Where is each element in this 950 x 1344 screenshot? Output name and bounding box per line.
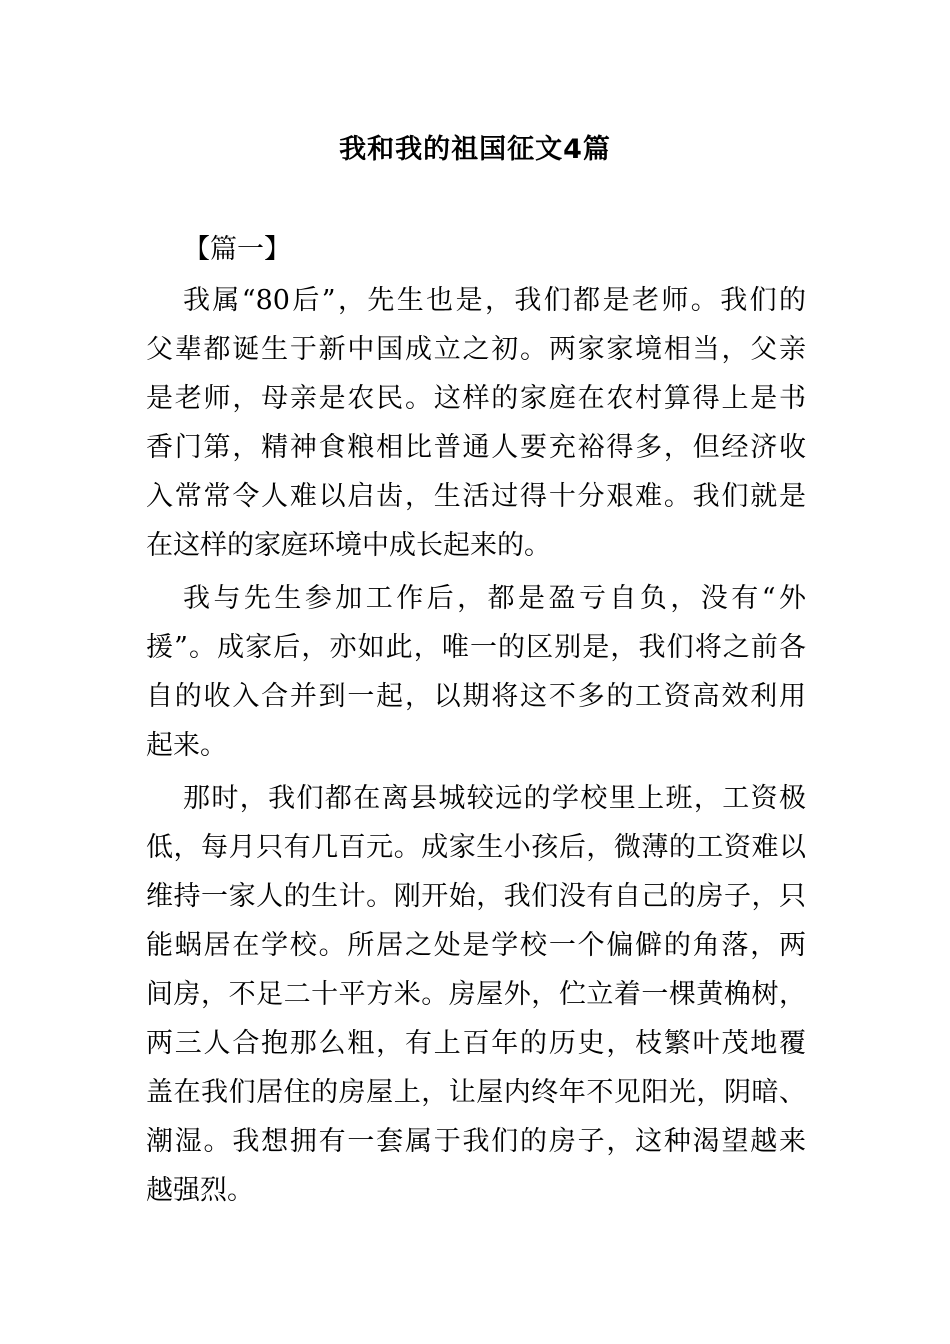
paragraph-line: 父辈都诞生于新中国成立之初。两家家境相当，父亲 bbox=[146, 334, 806, 365]
paragraph-line: 间房，不足二十平方米。房屋外，伫立着一棵黄桷树， bbox=[146, 979, 806, 1010]
paragraph-line: 那时，我们都在离县城较远的学校里上班，工资极 bbox=[183, 783, 806, 814]
paragraph-line: 是老师，母亲是农民。这样的家庭在农村算得上是书 bbox=[146, 383, 806, 414]
paragraph-line: 我属“80后”，先生也是，我们都是老师。我们的 bbox=[183, 285, 806, 316]
paragraph-line: 盖在我们居住的房屋上，让屋内终年不见阳光，阴暗、 bbox=[146, 1077, 806, 1108]
paragraph-line: 自的收入合并到一起，以期将这不多的工资高效利用 bbox=[146, 681, 806, 712]
paragraph-line: 潮湿。我想拥有一套属于我们的房子，这种渴望越来 bbox=[146, 1126, 806, 1157]
document-title: 我和我的祖国征文4篇 bbox=[339, 134, 611, 165]
paragraph-line: 两三人合抱那么粗，有上百年的历史，枝繁叶茂地覆 bbox=[146, 1028, 806, 1059]
paragraph-line: 援”。成家后，亦如此，唯一的区别是，我们将之前各 bbox=[146, 632, 806, 663]
paragraph-line: 能蜗居在学校。所居之处是学校一个偏僻的角落，两 bbox=[146, 930, 806, 961]
paragraph-line: 起来。 bbox=[146, 730, 227, 761]
paragraph-line: 低，每月只有几百元。成家生小孩后，微薄的工资难以 bbox=[146, 832, 806, 863]
paragraph-line: 维持一家人的生计。刚开始，我们没有自己的房子，只 bbox=[146, 881, 806, 912]
paragraph-line: 入常常令人难以启齿，生活过得十分艰难。我们就是 bbox=[146, 481, 806, 512]
section-label: 【篇一】 bbox=[183, 234, 291, 265]
paragraph-line: 香门第，精神食粮相比普通人要充裕得多，但经济收 bbox=[146, 432, 806, 463]
paragraph-line: 我与先生参加工作后，都是盈亏自负，没有“外 bbox=[183, 583, 806, 614]
paragraph-line: 在这样的家庭环境中成长起来的。 bbox=[146, 530, 551, 561]
paragraph-line: 越强烈。 bbox=[146, 1175, 254, 1206]
